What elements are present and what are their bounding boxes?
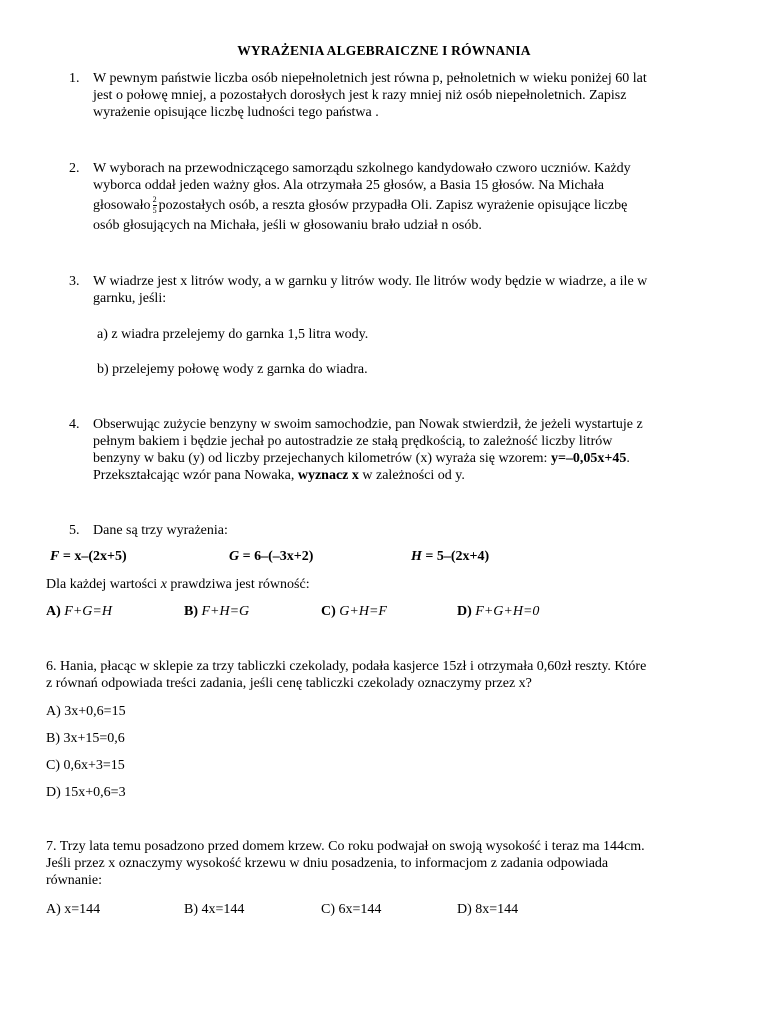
option-text: F+H=G	[201, 604, 250, 619]
statement	[46, 576, 310, 593]
expression-name: H	[411, 549, 422, 564]
text-line	[93, 194, 753, 217]
text-segment: .	[626, 451, 630, 466]
text-segment: prawdziwa jest równość:	[166, 577, 310, 592]
expression-g	[229, 549, 313, 565]
page-title: WYRAŻENIA ALGEBRAICZNE I RÓWNANIA	[237, 43, 531, 58]
text-segment: głosowało	[93, 198, 151, 213]
answer-option-d[interactable]: D) 15x+0,6=3	[46, 785, 126, 800]
expression-body: = 6–(–3x+2)	[239, 549, 314, 564]
text-line: garnku, jeśli:	[93, 291, 167, 306]
text-line: W pewnym państwie liczba osób niepełnoletnich jest równa p, pełnoletnich w wieku poniżej 60 lat	[93, 71, 647, 86]
variable: x	[160, 577, 167, 592]
option-letter: A)	[46, 604, 61, 619]
text-line: Obserwując zużycie benzyny w swoim samochodzie, pan Nowak stwierdził, że jeżeli wystartuje z	[93, 417, 643, 432]
text-segment: Dla każdej wartości	[46, 577, 161, 592]
answer-option-d[interactable]: D) 8x=144	[457, 902, 519, 917]
question-number: 4.	[69, 417, 80, 432]
answer-option-c[interactable]: C) 6x=144	[321, 902, 382, 917]
option-letter: B)	[184, 604, 198, 619]
expression-body: = 5–(2x+4)	[421, 549, 490, 564]
question-number: 1.	[69, 71, 80, 86]
text-line: wyborca oddał jeden ważny głos. Ala otrzymała 25 głosów, a Basia 15 głosów. Na Michała	[93, 178, 604, 193]
option-text: G+H=F	[339, 604, 387, 619]
text-segment: Przekształcając wzór pana Nowaka,	[93, 468, 298, 483]
text-line: 7. Trzy lata temu posadzono przed domem krzew. Co roku podwajał on swoją wysokość i teraz ma 144cm.	[46, 839, 645, 854]
expression-h	[411, 549, 489, 565]
text-line: Jeśli przez x oznaczymy wysokość krzewu w dniu posadzenia, to informacjom z zadania odpowiada	[46, 856, 609, 871]
question-number: 5.	[69, 523, 80, 538]
text-line	[93, 450, 753, 467]
text-line: jest o połowę mniej, a pozostałych dorosłych jest k razy mniej niż osób niepełnoletnich. Zapisz	[93, 88, 627, 103]
fraction-denominator: 5	[152, 206, 157, 216]
answer-option-b[interactable]: B) 4x=144	[184, 902, 245, 917]
answer-option-d[interactable]	[457, 604, 539, 620]
text-line: 6. Hania, płacąc w sklepie za trzy tabliczki czekolady, podała kasjerce 15zł i otrzymała 0,60zł reszty. Które	[46, 659, 647, 674]
text-line: wyrażenie opisujące liczbę ludności tego państwa .	[93, 105, 379, 120]
answer-option-a[interactable]: A) 3x+0,6=15	[46, 704, 126, 719]
text-line: W wiadrze jest x litrów wody, a w garnku y litrów wody. Ile litrów wody będzie w wiadrze, a ile w	[93, 274, 648, 289]
text-line	[93, 467, 753, 484]
question-number: 2.	[69, 161, 80, 176]
text-line: równanie:	[46, 873, 102, 888]
option-letter: C)	[321, 604, 336, 619]
question-text	[93, 70, 753, 121]
expression-name: G	[229, 549, 240, 564]
fraction-numerator: 2	[152, 195, 157, 205]
bold-instruction: wyznacz x	[297, 468, 359, 483]
subquestion-b: b) przelejemy połowę wody z garnka do wiadra.	[97, 362, 368, 377]
text-line: osób głosujących na Michała, jeśli w głosowaniu brało udział n osób.	[93, 218, 482, 233]
question-text	[93, 160, 753, 234]
text-line: W wyborach na przewodniczącego samorządu szkolnego kandydowało czworo uczniów. Każdy	[93, 161, 631, 176]
question-number: 3.	[69, 274, 80, 289]
question-text	[46, 658, 756, 692]
question-text	[93, 416, 753, 484]
answer-option-a[interactable]	[46, 604, 112, 620]
answer-option-b[interactable]: B) 3x+15=0,6	[46, 731, 125, 746]
text-segment: w zależności od y.	[358, 468, 465, 483]
expression-body: = x–(2x+5)	[59, 549, 127, 564]
option-text: F+G=H	[64, 604, 112, 619]
text-line: pełnym bakiem i będzie jechał po autostradzie ze stałą prędkością, to zależność liczby litrów	[93, 434, 613, 449]
expression-name: F	[50, 549, 60, 564]
formula: y=–0,05x+45	[550, 451, 627, 466]
answer-option-b[interactable]	[184, 604, 249, 620]
text-line: z równań odpowiada treści zadania, jeśli cenę tabliczki czekolady oznaczymy przez x?	[46, 676, 532, 691]
text-segment: benzyny w baku (y) od liczby przejechanych kilometrów (x) wyraża się wzorem:	[93, 451, 551, 466]
option-letter: D)	[457, 604, 472, 619]
question-text	[46, 838, 758, 889]
option-text: F+G+H=0	[475, 604, 540, 619]
answer-option-c[interactable]: C) 0,6x+3=15	[46, 758, 125, 773]
answer-option-a[interactable]: A) x=144	[46, 902, 101, 917]
question-intro: Dane są trzy wyrażenia:	[93, 523, 228, 538]
question-text	[93, 273, 753, 307]
answer-option-c[interactable]	[321, 604, 387, 620]
subquestion-a: a) z wiadra przelejemy do garnka 1,5 litra wody.	[97, 327, 369, 342]
fraction	[153, 196, 157, 215]
expression-f	[50, 549, 127, 565]
text-segment: pozostałych osób, a reszta głosów przypadła Oli. Zapisz wyrażenie opisujące liczbę	[158, 198, 628, 213]
